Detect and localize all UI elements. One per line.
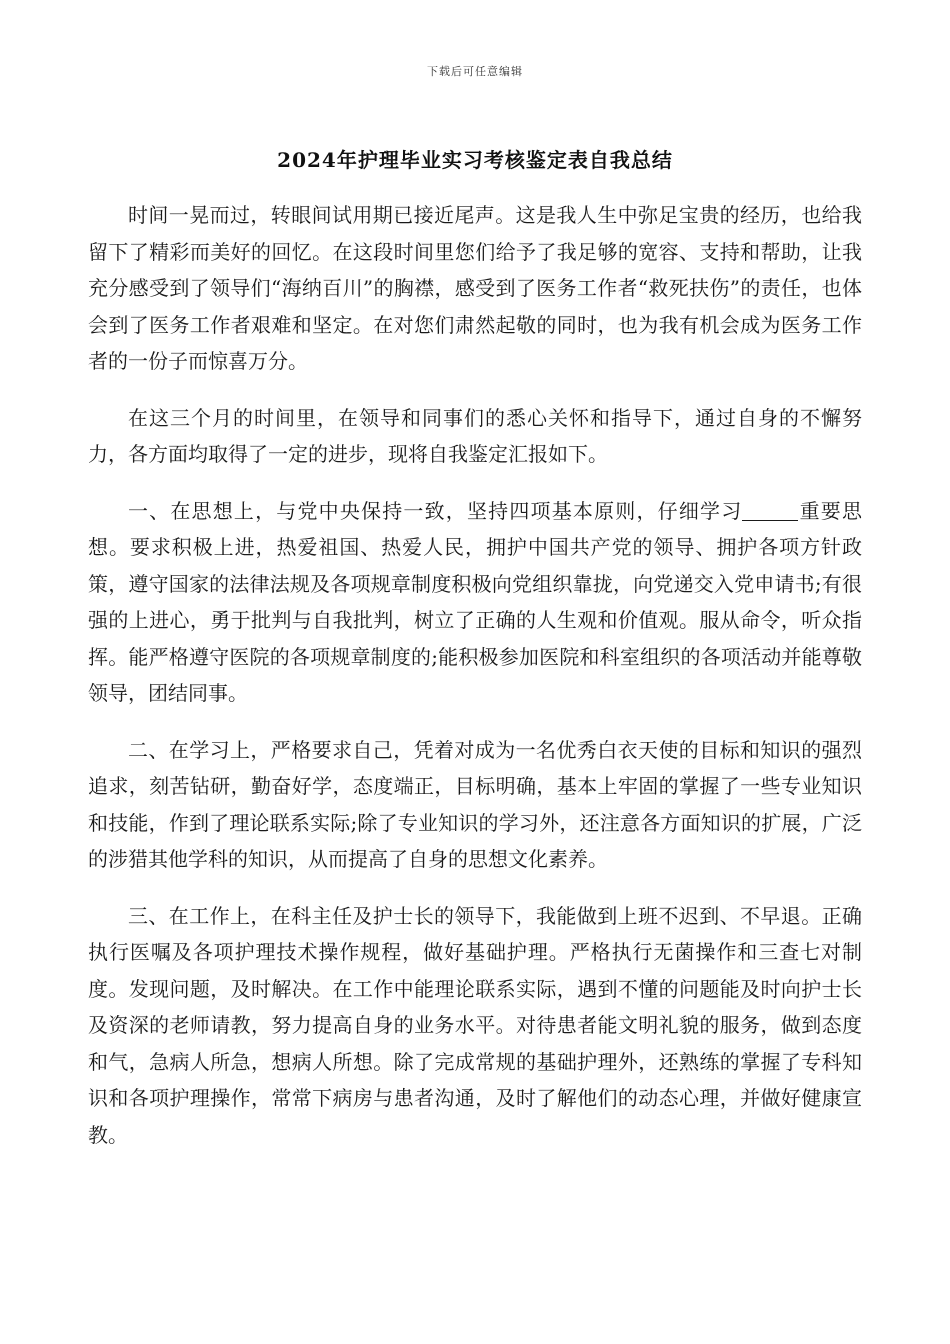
document-body <box>88 197 862 1153</box>
paragraph-study: 二、在学习上，严格要求自己，凭着对成为一名优秀白衣天使的目标和知识的强烈追求，刻苦钻研，勤奋好学，态度端正，目标明确，基本上牢固的掌握了一些专业知识和技能，作到了理论联系实际;除了专业知识的学习外，还注意各方面知识的扩展，广泛的涉猎其他学科的知识，从而提高了自身的思想文化素养。 <box>88 737 862 871</box>
fill-in-blank <box>742 500 798 521</box>
header-note: 下载后可任意编辑 <box>427 65 523 78</box>
paragraph-intro: 时间一晃而过，转眼间试用期已接近尾声。这是我人生中弥足宝贵的经历，也给我留下了精彩而美好的回忆。在这段时间里您们给予了我足够的宽容、支持和帮助，让我充分感受到了领导们“海纳百川”的胸襟，感受到了医务工作者“救死扶伤”的责任，也体会到了医务工作者艰难和坚定。在对您们肃然起敬的同时，也为我有机会成为医务工作者的一份子而惊喜万分。 <box>88 203 862 373</box>
paragraph-summary-lead: 在这三个月的时间里，在领导和同事们的悉心关怀和指导下，通过自身的不懈努力，各方面均取得了一定的进步，现将自我鉴定汇报如下。 <box>88 405 862 466</box>
ideology-text-before-blank: 一、在思想上，与党中央保持一致，坚持四项基本原则，仔细学习 <box>128 498 743 523</box>
paragraph-work: 三、在工作上，在科主任及护士长的领导下，我能做到上班不迟到、不早退。正确执行医嘱及各项护理技术操作规程，做好基础护理。严格执行无菌操作和三查七对制度。发现问题，及时解决。在工作中能理论联系实际，遇到不懂的问题能及时向护士长及资深的老师请教，努力提高自身的业务水平。对待患者能文明礼貌的服务，做到态度和气，急病人所急，想病人所想。除了完成常规的基础护理外，还熟练的掌握了专科知识和各项护理操作，常常下病房与患者沟通，及时了解他们的动态心理，并做好健康宣教。 <box>88 903 862 1147</box>
paragraph-ideology <box>88 493 862 712</box>
document-title: 2024年护理毕业实习考核鉴定表自我总结 <box>277 148 673 172</box>
ideology-text-after-blank: 重要思想。要求积极上进，热爱祖国、热爱人民，拥护中国共产党的领导、拥护各项方针政策，遵守国家的法律法规及各项规章制度积极向党组织靠拢，向党递交入党申请书;有很强的上进心，勇于批判与自我批判，树立了正确的人生观和价值观。服从命令，听众指挥。能严格遵守医院的各项规章制度的;能积极参加医院和科室组织的各项活动并能尊敬领导，团结同事。 <box>88 498 862 705</box>
